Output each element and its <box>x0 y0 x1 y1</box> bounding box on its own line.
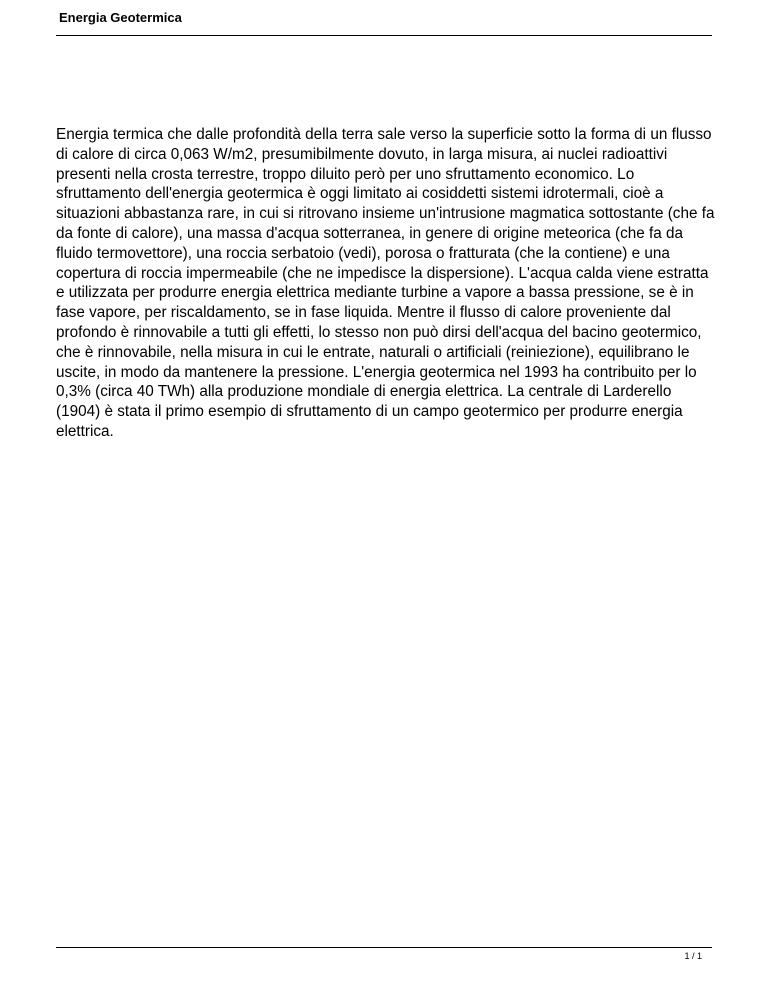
body-paragraph: Energia termica che dalle profondità della terra sale verso la superficie sotto la forma di un flusso di calore di circa 0,063 W/m2, presumibilmente dovuto, in larga misura, ai nuclei radioattivi presenti nella crosta terrestre, troppo diluito però per uno sfruttamento economico. Lo sfruttamento dell'energia geotermica è oggi limitato ai cosiddetti sistemi idrotermali, cioè a situazioni abbastanza rare, in cui si ritrovano insieme un'intrusione magmatica sottostante (che fa da fonte di calore), una massa d'acqua sotterranea, in genere di origine meteorica (che fa da fluido termovettore), una roccia serbatoio (vedi), porosa o fratturata (che la contiene) e una copertura di roccia impermeabile (che ne impedisce la dispersione). L'acqua calda viene estratta e utilizzata per produrre energia elettrica mediante turbine a vapore a bassa pressione, se è in fase vapore, per riscaldamento, se in fase liquida. Mentre il flusso di calore proveniente dal profondo è rinnovabile a tutti gli effetti, lo stesso non può dirsi dell'acqua del bacino geotermico, che è rinnovabile, nella misura in cui le entrate, naturali o artificiali (reiniezione), equilibrano le uscite, in modo da mantenere la pressione. L'energia geotermica nel 1993 ha contribuito per lo 0,3% (circa 40 TWh) alla produzione mondiale di energia elettrica. La centrale di Larderello (1904) è stata il primo esempio di sfruttamento di un campo geotermico per produrre energia elettrica. <box>56 126 715 440</box>
page-header <box>56 0 712 36</box>
page-footer <box>56 947 712 968</box>
page-number: 1 / 1 <box>684 951 702 961</box>
document-title: Energia Geotermica <box>59 10 182 25</box>
